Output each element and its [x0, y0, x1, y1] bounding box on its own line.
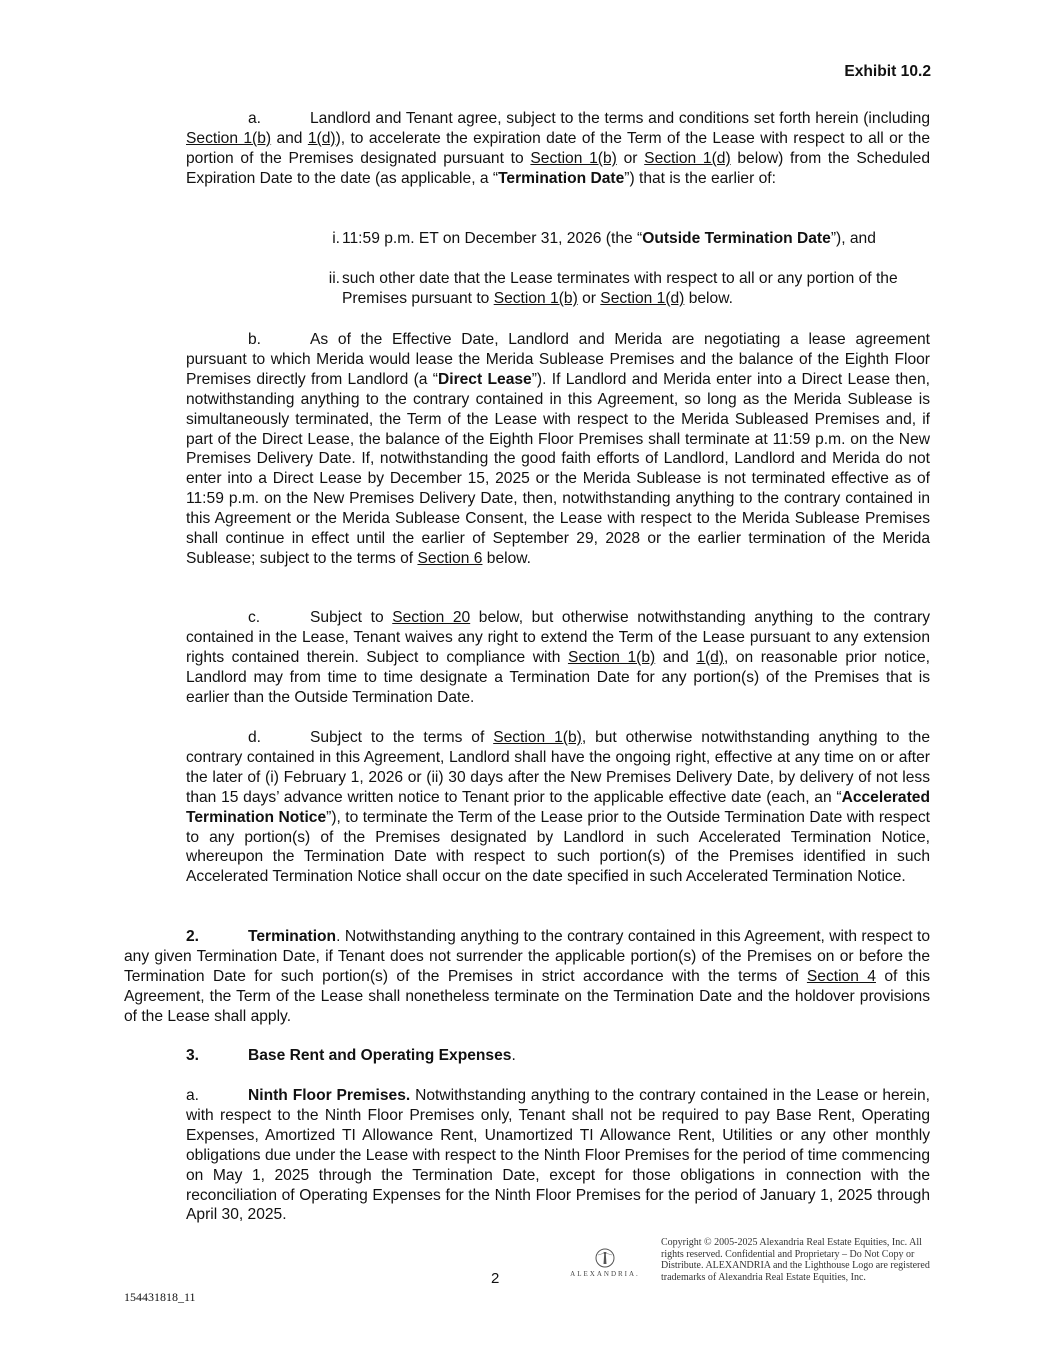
logo-text: ALEXANDRIA.	[570, 1270, 640, 1278]
section-reference: Section 1(b)	[493, 729, 582, 746]
section-3-heading	[186, 1046, 930, 1066]
text-span: .	[511, 1047, 516, 1064]
section-reference: Section 20	[392, 609, 471, 626]
exhibit-label: Exhibit 10.2	[844, 63, 931, 80]
text-span: below.	[684, 289, 733, 307]
paragraph-1c	[186, 608, 930, 708]
text-span: below.	[482, 549, 532, 567]
list-item-i	[310, 229, 930, 249]
section-2	[124, 927, 930, 1027]
text-span: Landlord and Tenant agree, subject to the terms and conditions set forth herein (including	[310, 110, 930, 127]
defined-term: Outside Termination Date	[642, 230, 831, 247]
text-span: Subject to the terms of	[310, 729, 494, 746]
section-reference: Section 1(b)	[186, 129, 272, 147]
paragraph-letter: c.	[248, 609, 261, 626]
section-reference: 1(d)	[696, 648, 724, 666]
section-number: 2.	[186, 928, 200, 945]
text-span: ”) that is the earlier of:	[624, 169, 776, 187]
text-span: . Notwithstanding anything to the contrary contained in this Agreement, with respect to any given Termination Date, if Tenant does not surrender the applicable portion(s) of the Premises on or before the Termination Date for such portion(s) of the Premises in strict accordance with the terms of	[124, 928, 930, 985]
paragraph-1a	[186, 109, 930, 189]
section-reference: Section 4	[806, 967, 876, 985]
text-span: below, but otherwise notwithstanding anything to the contrary contained in the Lease, Tenant waives any right to extend the Term of the Lease pursuant to any extension rights contained therein. Subject to compliance with	[186, 609, 930, 666]
section-heading: Base Rent and Operating Expenses	[248, 1047, 512, 1064]
text-span: Subject to	[310, 609, 393, 626]
paragraph-1d	[186, 728, 930, 887]
list-item-text	[342, 229, 930, 249]
text-span: below) from the Scheduled Expiration Date to the date (as applicable, a “	[186, 149, 931, 187]
text-span: and	[655, 648, 697, 666]
text-span: or	[577, 289, 601, 307]
section-reference: Section 1(b)	[567, 648, 656, 666]
text-span: 11:59 p.m. ET on December 31, 2026 (the “	[342, 230, 643, 247]
section-reference: 1(d)	[307, 129, 336, 147]
text-span: ”), and	[830, 230, 876, 247]
text-span: ), to accelerate the expiration date of the Term of the Lease with respect to all or the portion of the Premises designated pursuant to	[186, 129, 930, 167]
section-reference: Section 1(b)	[493, 289, 578, 307]
alexandria-logo	[566, 1248, 644, 1278]
section-reference: Section 6	[417, 549, 483, 567]
paragraph-letter: d.	[248, 729, 262, 746]
text-span: As of the Effective Date, Landlord and Merida are negotiating a lease agreement pursuant to which Merida would lease the Merida Sublease Premises and the balance of the Eighth Floor Premises directly from Landlord (a “	[186, 331, 930, 388]
paragraph-letter: b.	[248, 331, 262, 348]
defined-term: Accelerated Termination Notice	[186, 788, 930, 826]
paragraph-1b	[186, 330, 930, 569]
lighthouse-logo-icon	[594, 1248, 616, 1268]
defined-term: Termination Date	[498, 169, 625, 187]
subsection-heading: Ninth Floor Premises.	[248, 1087, 411, 1104]
text-span: of this Agreement, the Term of the Lease shall nonetheless terminate on the Termination Date and the holdover provisions of the Lease shall apply.	[124, 967, 930, 1025]
text-span: ”), to terminate the Term of the Lease prior to the Outside Termination Date with respect to any portion(s) of the Premises designated by Landlord in such Accelerated Termination Notice, whereupon the Termination Date with respect to such portion(s) of the Premises identified in such Accelerated Termination Notice shall occur on the date specified in such Accelerated Termination Notice.	[186, 808, 930, 886]
copyright-notice: Copyright © 2005-2025 Alexandria Real Estate Equities, Inc. All rights reserved. Confidential and Proprietary – Do Not Copy or Distribute. ALEXANDRIA and the Lighthouse Logo are registered trademarks of Alexandria Real Estate Equities, Inc.	[661, 1237, 930, 1283]
roman-numeral: i.	[332, 230, 340, 247]
section-reference: Section 1(b)	[530, 149, 617, 167]
paragraph-letter: a.	[248, 110, 262, 127]
list-item-text	[342, 269, 930, 309]
text-span: and	[271, 129, 308, 147]
section-reference: Section 1(d)	[600, 289, 685, 307]
text-span: , but otherwise notwithstanding anything to the contrary contained in this Agreement, Landlord shall have the ongoing right, effective at any time on or after the later of (i) February 1, 2026 or (ii) 30 days after the New Premises Delivery Date, by delivery of not less than 15 days’ advance written notice to Tenant prior to the applicable effective date (each, an “	[186, 729, 930, 806]
paragraph-letter: a.	[186, 1087, 200, 1104]
section-number: 3.	[186, 1047, 200, 1064]
document-id: 154431818_11	[124, 1290, 196, 1304]
text-span: or	[616, 149, 645, 167]
text-span: Notwithstanding anything to the contrary contained in the Lease or herein, with respect to the Ninth Floor Premises only, Tenant shall not be required to pay Base Rent, Operating Expenses, Amortized TI Allowance Rent, Unamortized TI Allowance Rent, Utilities or any other monthly obligations due under the Lease with respect to the Ninth Floor Premises for the period of time commencing on May 1, 2025 through the Termination Date, except for those obligations in connection with the reconciliation of Operating Expenses for the Ninth Floor Premises for the period of January 1, 2025 through April 30, 2025.	[186, 1087, 930, 1224]
section-reference: Section 1(d)	[644, 149, 731, 167]
text-span: , on reasonable prior notice, Landlord may from time to time designate a Termination Date for any portion(s) of the Premises that is earlier than the Outside Termination Date.	[186, 648, 931, 706]
section-heading: Termination	[248, 928, 337, 945]
defined-term: Direct Lease	[437, 370, 532, 388]
list-item-ii	[310, 269, 930, 309]
roman-numeral: ii.	[328, 270, 340, 287]
text-span: such other date that the Lease terminates with respect to all or any portion of the Premises pursuant to	[342, 270, 898, 307]
text-span: ”). If Landlord and Merida enter into a Direct Lease then, notwithstanding anything to the contrary contained in this Agreement, so long as the Merida Sublease is simultaneously terminated, the Term of the Lease with respect to the Merida Subleased Premises and, if part of the Direct Lease, the balance of the Eighth Floor Premises shall terminate at 11:59 p.m. on the New Premises Delivery Date. If, notwithstanding the good faith efforts of Landlord, Landlord and Merida do not enter into a Direct Lease by December 15, 2025 or the Merida Sublease is not terminated effective as of 11:59 p.m. on the New Premises Delivery Date, then, notwithstanding anything to the contrary contained in this Agreement or the Merida Sublease Consent, the Lease with respect to the Merida Sublease Premises shall continue in effect until the earlier of September 29, 2028 or the earlier termination of the Merida Sublease; subject to the terms of	[186, 370, 930, 567]
page-number: 2	[491, 1270, 500, 1287]
paragraph-3a	[186, 1086, 930, 1225]
